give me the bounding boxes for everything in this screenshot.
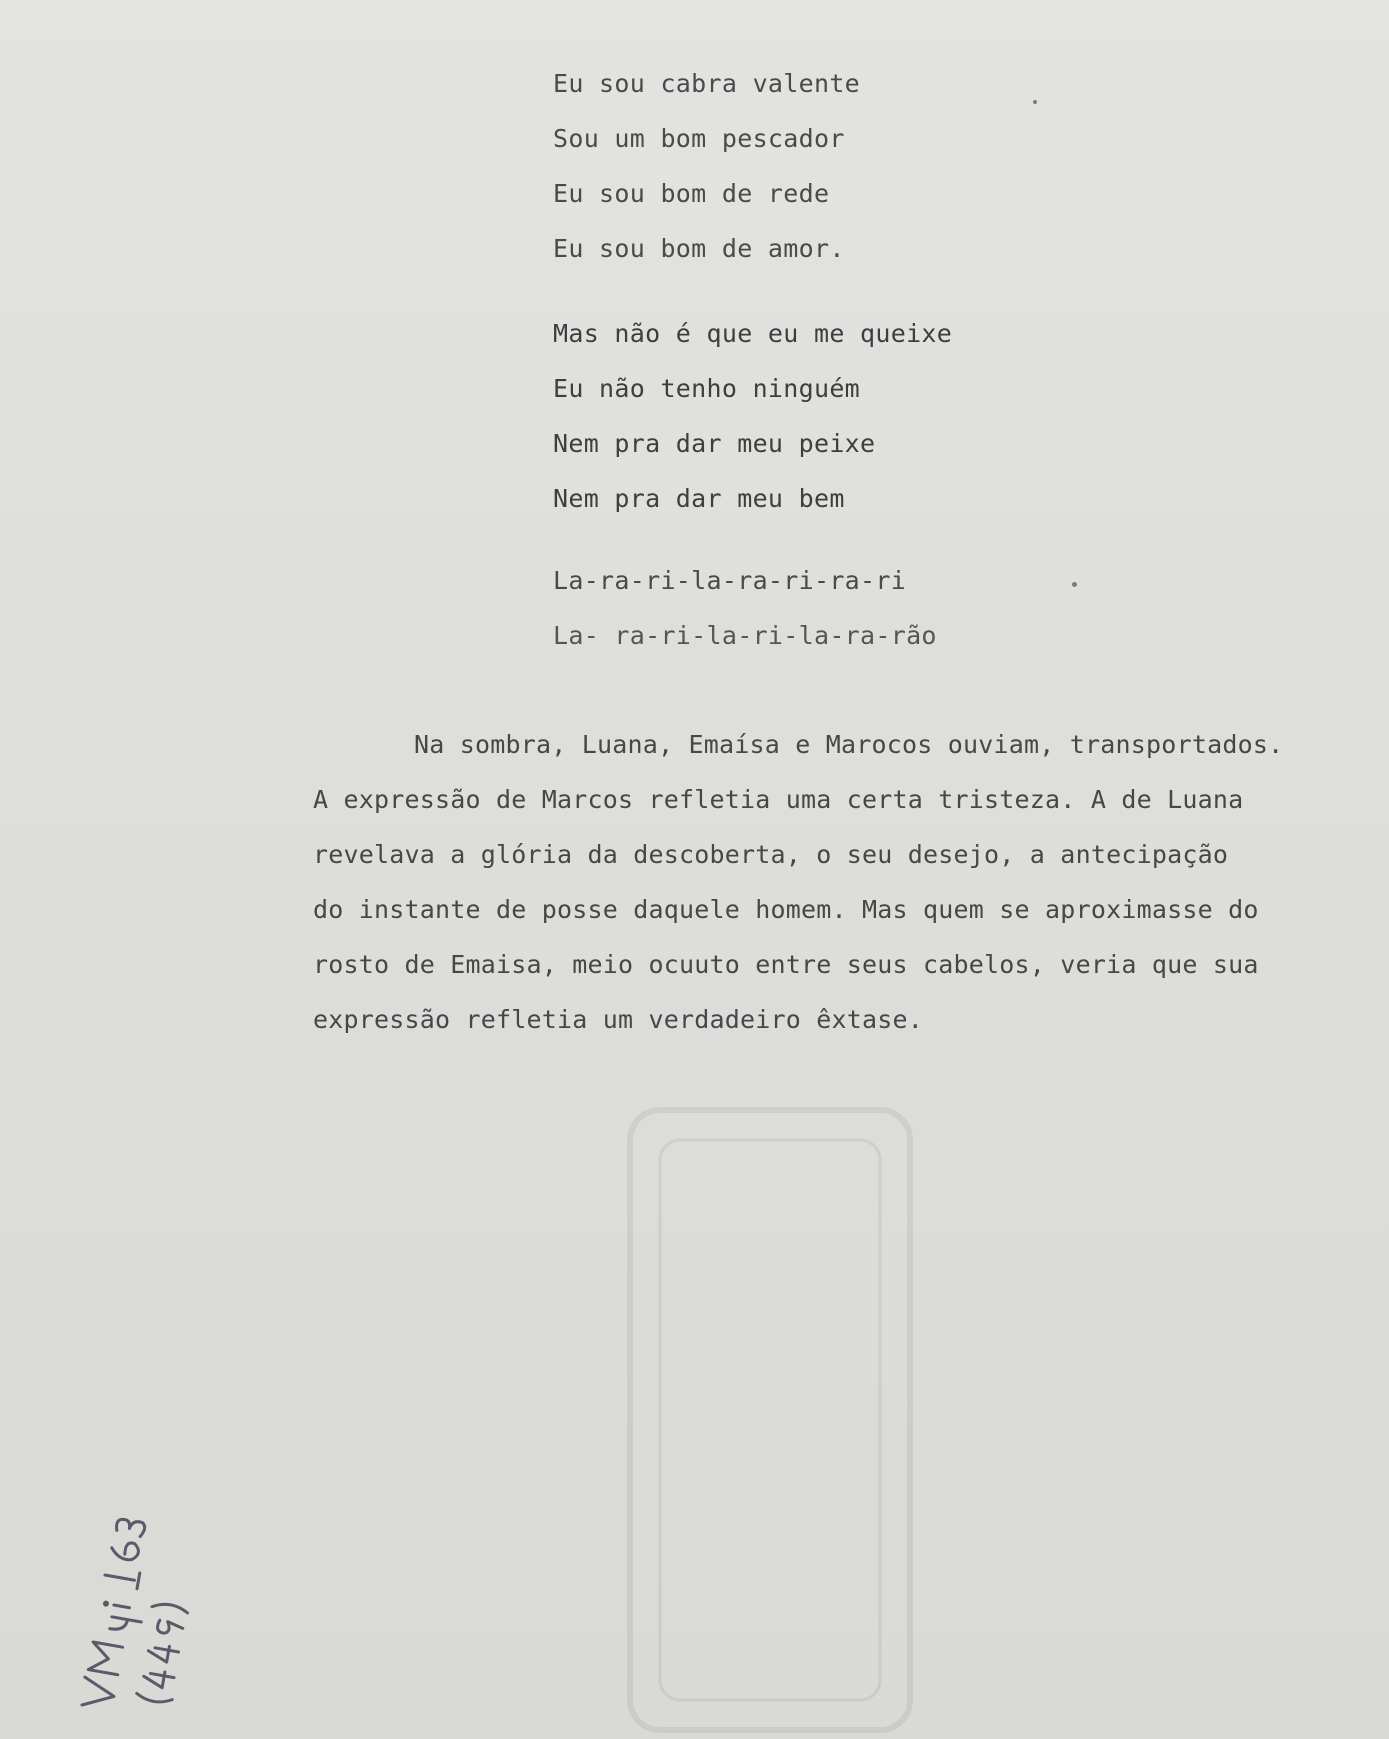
verse-line: Eu não tenho ninguém <box>553 374 861 403</box>
prose-line: do instante de posse daquele homem. Mas quem se aproximasse do <box>313 895 1259 924</box>
prose-line: revelava a glória da descoberta, o seu desejo, a antecipação <box>313 840 1229 869</box>
prose-paragraph <box>313 717 1373 1047</box>
faint-stamp-watermark <box>620 1100 920 1739</box>
verse-line: Sou um bom pescador <box>553 124 845 153</box>
handwritten-archive-note <box>22 1440 192 1710</box>
stanza-3 <box>553 553 937 663</box>
verse-line: Nem pra dar meu bem <box>553 484 845 513</box>
handwriting-icon <box>22 1440 192 1710</box>
stanza-2 <box>553 306 952 526</box>
verse-line: Eu sou cabra valente <box>553 69 861 98</box>
stanza-1 <box>553 56 860 276</box>
ink-speck <box>1033 100 1037 104</box>
verse-line: Mas não é que eu me queixe <box>553 319 953 348</box>
verse-line: Nem pra dar meu peixe <box>553 429 876 458</box>
verse-line: Eu sou bom de rede <box>553 179 830 208</box>
verse-line: Eu sou bom de amor. <box>553 234 845 263</box>
verse-line: La-ra-ri-la-ra-ri-ra-ri <box>553 566 907 595</box>
ink-speck <box>1072 582 1077 587</box>
prose-line: Na sombra, Luana, Emaísa e Marocos ouviam, transportados. <box>414 730 1284 759</box>
prose-line: rosto de Emaisa, meio ocuuto entre seus cabelos, veria que sua <box>313 950 1259 979</box>
prose-line: A expressão de Marcos refletia uma certa tristeza. A de Luana <box>313 785 1244 814</box>
prose-line: expressão refletia um verdadeiro êxtase. <box>313 1005 924 1034</box>
verse-line: La- ra-ri-la-ri-la-ra-rão <box>553 621 937 650</box>
